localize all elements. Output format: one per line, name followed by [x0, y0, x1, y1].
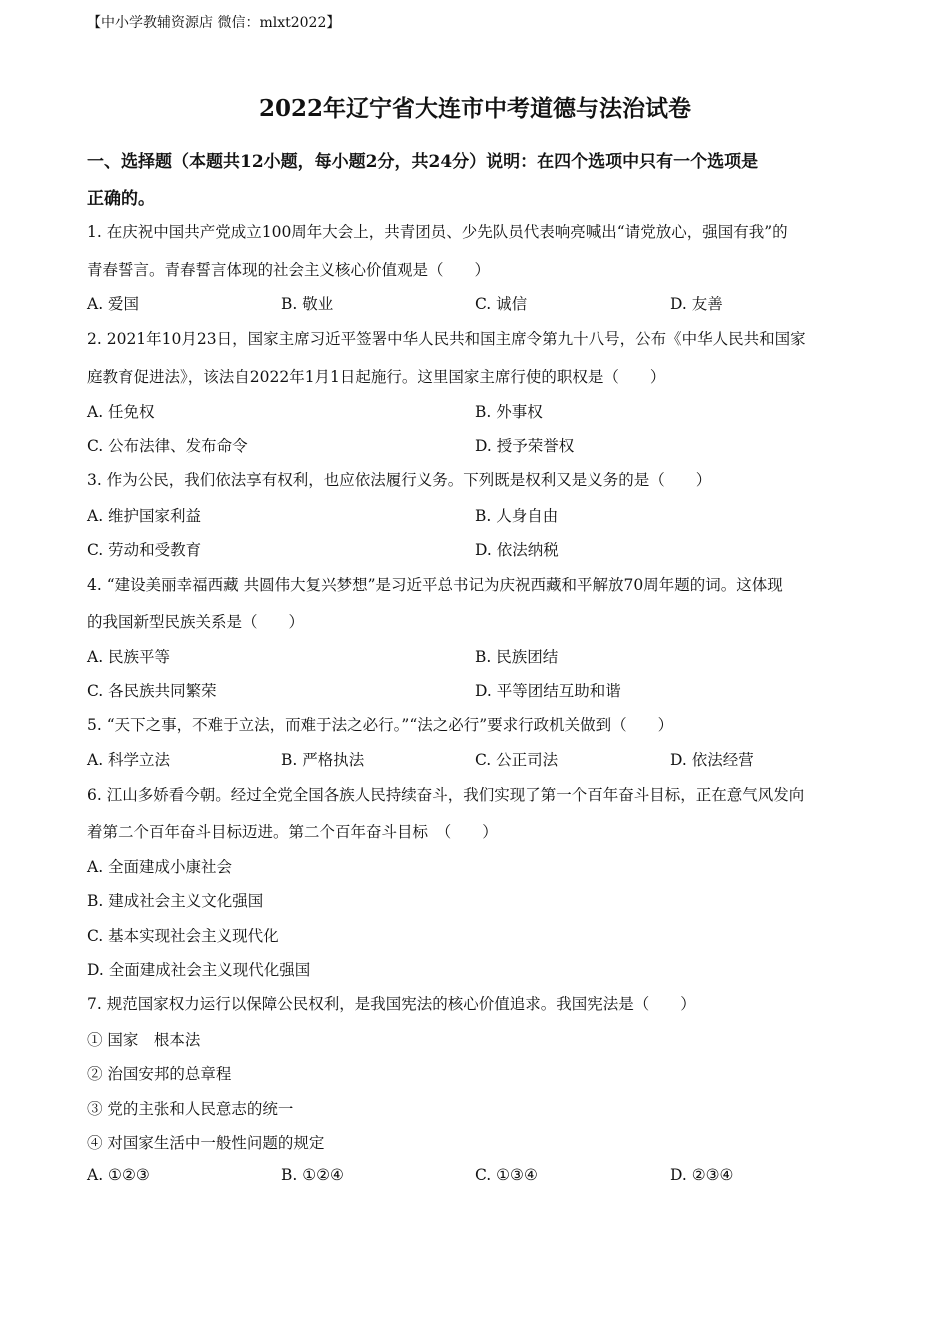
question-3-text: 3. 作为公民，我们依法享有权利，也应依法履行义务。下列既是权利又是义务的是（ ） — [87, 471, 712, 489]
question-1-text: 1. 在庆祝中国共产党成立100周年大会上，共青团员、少先队员代表响亮喊出“请党放心，强国有我”的 — [87, 223, 788, 241]
question-3-option-a: A. 维护国家利益 — [87, 507, 202, 525]
question-5-option-c: C. 公正司法 — [475, 751, 559, 769]
question-2-text: 庭教育促进法》，该法自2022年1月1日起施行。这里国家主席行使的职权是（ ） — [87, 368, 666, 386]
question-2-option-b: B. 外事权 — [475, 403, 543, 421]
section-heading-line1: 一、选择题（本题共12小题，每小题2分，共24分）说明：在四个选项中只有一个选项是 — [87, 152, 759, 172]
question-4-text: 4. “建设美丽幸福西藏 共圆伟大复兴梦想”是习近平总书记为庆祝西藏和平解放70周年题的词。这体现 — [87, 576, 783, 594]
question-4-text: 的我国新型民族关系是（ ） — [87, 613, 305, 631]
question-5-option-d: D. 依法经营 — [670, 751, 754, 769]
question-1-option-c: C. 诚信 — [475, 295, 528, 313]
question-6-option-b: B. 建成社会主义文化强国 — [87, 892, 264, 910]
question-5-option-a: A. 科学立法 — [87, 751, 171, 769]
section-heading-line2: 正确的。 — [87, 189, 155, 209]
question-4-option-a: A. 民族平等 — [87, 648, 171, 666]
question-1-option-b: B. 敬业 — [281, 295, 334, 313]
question-2-option-a: A. 任免权 — [87, 403, 155, 421]
question-4-option-d: D. 平等团结互助和谐 — [475, 682, 621, 700]
question-7-statement-3: ③ 党的主张和人民意志的统一 — [87, 1100, 294, 1118]
question-5-option-b: B. 严格执法 — [281, 751, 365, 769]
question-2-option-d: D. 授予荣誉权 — [475, 437, 575, 455]
page-header: 【中小学教辅资源店 微信：mlxt2022】 — [87, 15, 341, 31]
page-title: 2022年辽宁省大连市中考道德与法治试卷 — [258, 95, 691, 122]
question-5-text: 5. “天下之事，不难于立法，而难于法之必行。”“法之必行”要求行政机关做到（ ） — [87, 716, 674, 734]
question-7-option-b: B. ①②④ — [281, 1166, 344, 1184]
question-7-option-c: C. ①③④ — [475, 1166, 538, 1184]
question-3-option-c: C. 劳动和受教育 — [87, 541, 202, 559]
question-6-option-c: C. 基本实现社会主义现代化 — [87, 927, 279, 945]
question-7-text: 7. 规范国家权力运行以保障公民权利，是我国宪法的核心价值追求。我国宪法是（ ） — [87, 995, 696, 1013]
question-1-option-a: A. 爱国 — [87, 295, 140, 313]
question-7-statement-1: ① 国家 根本法 — [87, 1031, 201, 1049]
question-1-option-d: D. 友善 — [670, 295, 723, 313]
question-7-option-d: D. ②③④ — [670, 1166, 734, 1184]
question-3-option-b: B. 人身自由 — [475, 507, 559, 525]
question-3-option-d: D. 依法纳税 — [475, 541, 559, 559]
question-1-text: 青春誓言。青春誓言体现的社会主义核心价值观是（ ） — [87, 261, 491, 279]
question-6-option-d: D. 全面建成社会主义现代化强国 — [87, 961, 311, 979]
question-2-option-c: C. 公布法律、发布命令 — [87, 437, 248, 455]
question-7-statement-4: ④ 对国家生活中一般性问题的规定 — [87, 1134, 325, 1152]
question-6-option-a: A. 全面建成小康社会 — [87, 858, 233, 876]
question-4-option-c: C. 各民族共同繁荣 — [87, 682, 217, 700]
question-4-option-b: B. 民族团结 — [475, 648, 559, 666]
question-7-statement-2: ② 治国安邦的总章程 — [87, 1065, 232, 1083]
question-6-text: 6. 江山多娇看今朝。经过全党全国各族人民持续奋斗，我们实现了第一个百年奋斗目标，正在意气风发向 — [87, 786, 805, 804]
question-2-text: 2. 2021年10月23日，国家主席习近平签署中华人民共和国主席令第九十八号，公布《中华人民共和国家 — [87, 330, 806, 348]
question-7-option-a: A. ①②③ — [87, 1166, 150, 1184]
question-6-text: 着第二个百年奋斗目标迈进。第二个百年奋斗目标 （ ） — [87, 823, 498, 841]
